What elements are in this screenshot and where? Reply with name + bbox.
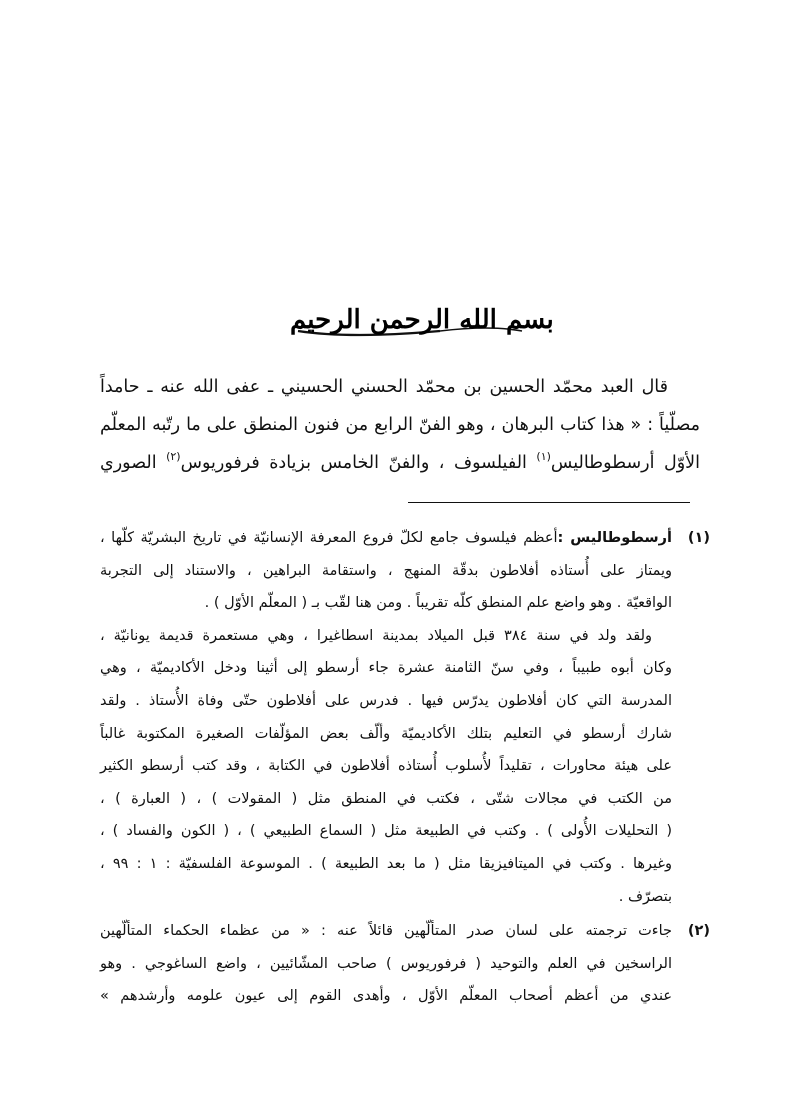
basmala-text: بسم الله الرحمن الرحيم (290, 305, 554, 335)
footnote-ref-2[interactable]: (٢) (166, 450, 181, 463)
footnote-line: وغيرها . وكتب في الميتافيزيقا مثل ( ما بعد الطبيعة ) . الموسوعة الفلسفيّة : ١ : ٩٩ ، (100, 855, 672, 872)
basmala-calligraphy (290, 295, 554, 345)
footnote-2 (100, 915, 710, 1013)
footnote-ref-1[interactable]: (١) (536, 450, 551, 463)
body-line: قال العبد محمّد الحسين بن محمّد الحسني الحسيني ـ عفى الله عنه ـ حامداً (100, 377, 668, 397)
footnote-number: (٢) (687, 923, 710, 940)
footnote-line: ولقد ولد في سنة ٣٨٤ قبل الميلاد بمدينة اسطاغيرا ، وهي مستعمرة قديمة يونانيّة ، (100, 627, 652, 644)
footnotes-section (100, 522, 710, 1013)
footnote-line: وكان أبوه طبيباً ، وفي سنّ الثامنة عشرة جاء أرسطو إلى أثينا ودخل الأكاديميّة ، وهي (100, 660, 672, 677)
body-text-segment: الصوري (100, 453, 167, 473)
footnote-line: من الكتب في مجالات شتّى ، فكتب في المنطق مثل ( المقولات ) ، ( العبارة ) ، (100, 790, 672, 807)
footnote-line: المدرسة التي كان أفلاطون يدرّس فيها . فدرس على أفلاطون حتّى وفاة الأُستاذ . ولقد (100, 692, 672, 709)
footnote-term: أرسطوطاليس : (557, 530, 672, 546)
footnote-line: عندي من أعظم أصحاب المعلّم الأوّل ، وأهدى القوم إلى عيون علومه وأرشدهم » (100, 988, 672, 1005)
footnote-line: شارك أرسطو في التعليم بتلك الأكاديميّة وألّف بعض المؤلّفات الصغيرة المكتوبة غالباً (100, 725, 672, 742)
footnote-line: ويمتاز على أُستاذه أفلاطون بدقّة المنهج ، واستقامة البراهين ، والاستناد إلى التجربة (100, 562, 672, 579)
footnote-1 (100, 522, 710, 913)
body-text-segment: الفيلسوف ، والفنّ الخامس بزيادة فرفوريوس (180, 453, 537, 473)
footnote-number: (١) (687, 530, 710, 546)
footnote-line: الراسخين في العلم والتوحيد ( فرفوريوس ) صاحب المشّائيين ، واضع الساغوجي . وهو (100, 955, 672, 972)
footnote-line: بتصرّف . (618, 888, 672, 905)
body-text-segment: الأوّل أرسطوطاليس (550, 453, 700, 473)
footnote-line (100, 522, 710, 555)
body-line (100, 444, 700, 482)
footnote-line: ( التحليلات الأُولى ) . وكتب في الطبيعة مثل ( السماع الطبيعي ) ، ( الكون والفساد ) ، (100, 823, 672, 840)
body-line: مصلّياً : « هذا كتاب البرهان ، وهو الفنّ الرابع من فنون المنطق على ما رتّبه المعلّم (100, 415, 700, 435)
footnote-line: على هيئة محاورات ، تقليداً لأُسلوب أُستاذه أفلاطون في الكتابة ، وقد كتب أرسطو الكثير (100, 758, 672, 775)
footnote-line: جاءت ترجمته على لسان صدر المتألّهين قائلاً عنه : « من عظماء الحكماء المتألّهين (100, 923, 672, 940)
footnote-separator (408, 502, 690, 503)
footnote-text: أعظم فيلسوف جامع لكلّ فروع المعرفة الإنسانيّة في تاريخ البشريّة كلّها ، (100, 530, 558, 546)
main-body-text (100, 368, 700, 482)
footnote-line: الواقعيّة . وهو واضع علم المنطق كلّه تقريباً . ومن هنا لقّب بـ ( المعلّم الأوّل ) . (204, 595, 672, 612)
